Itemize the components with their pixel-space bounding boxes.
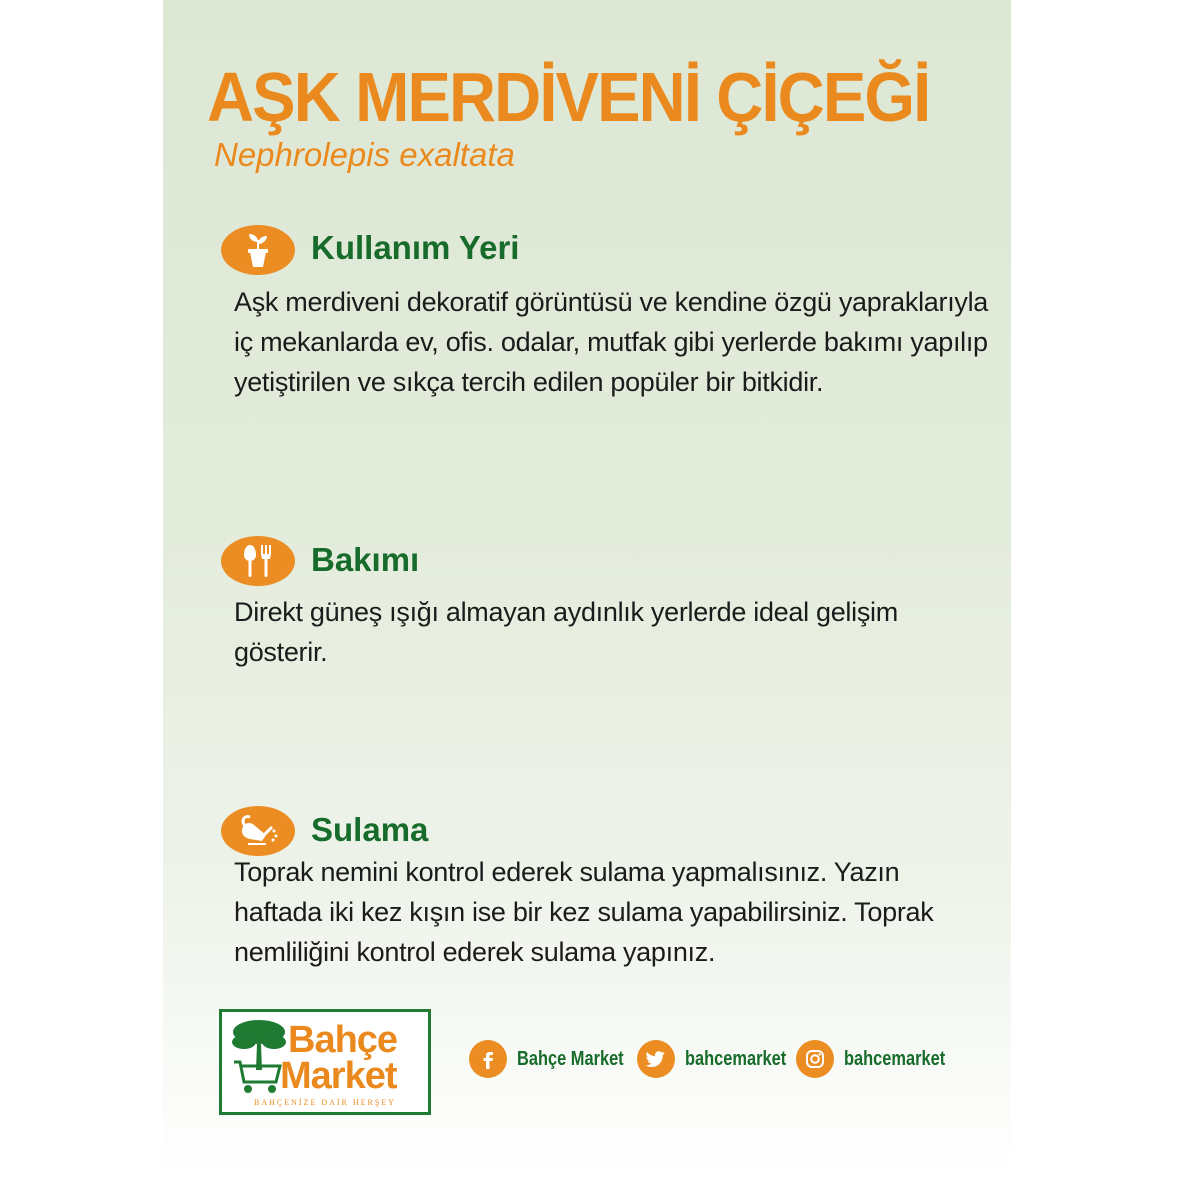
social-instagram[interactable] bbox=[796, 1040, 967, 1078]
section-text-bakimi: Direkt güneş ışığı almayan aydınlık yerlerde ideal gelişim gösterir. bbox=[234, 597, 898, 667]
section-heading-sulama: Sulama bbox=[311, 811, 429, 848]
facebook-icon bbox=[469, 1040, 507, 1078]
scientific-name: Nephrolepis exaltata bbox=[214, 136, 515, 173]
section-heading-kullanim-yeri: Kullanım Yeri bbox=[311, 229, 520, 266]
section-text-sulama: Toprak nemini kontrol ederek sulama yapmalısınız. Yazın haftada iki kez kışın ise bir kez sulama yapabilirsiniz. Toprak nemliliğini kontrol ederek sulama yapınız. bbox=[234, 857, 934, 967]
section-text-kullanim-yeri: Aşk merdiveni dekoratif görüntüsü ve kendine özgü yapraklarıyla iç mekanlarda ev, ofis. odalar, mutfak gibi yerlerde bakımı yapılıp yetiştirilen ve sıkça tercih edilen popüler bir bitkidir. bbox=[234, 287, 989, 397]
social-label-instagram: bahcemarket bbox=[844, 1047, 946, 1070]
garden-tools-icon bbox=[221, 536, 295, 586]
bahce-market-logo bbox=[219, 1009, 431, 1115]
social-facebook[interactable] bbox=[469, 1040, 647, 1078]
info-card bbox=[163, 0, 1011, 1180]
section-heading-bakimi: Bakımı bbox=[311, 541, 420, 578]
social-label-facebook: Bahçe Market bbox=[517, 1047, 624, 1070]
potted-plant-icon bbox=[221, 225, 295, 275]
social-twitter[interactable] bbox=[637, 1040, 808, 1078]
twitter-icon bbox=[637, 1040, 675, 1078]
logo-word-market: Market bbox=[280, 1055, 397, 1097]
watering-can-icon bbox=[221, 806, 295, 856]
instagram-icon bbox=[796, 1040, 834, 1078]
social-label-twitter: bahcemarket bbox=[685, 1047, 787, 1070]
logo-word-bahce: Bahçe bbox=[288, 1019, 398, 1061]
logo-tagline: BAHÇENİZE DAİR HERŞEY bbox=[254, 1098, 396, 1107]
page-title: AŞK MERDİVENİ ÇİÇEĞİ bbox=[207, 58, 930, 136]
